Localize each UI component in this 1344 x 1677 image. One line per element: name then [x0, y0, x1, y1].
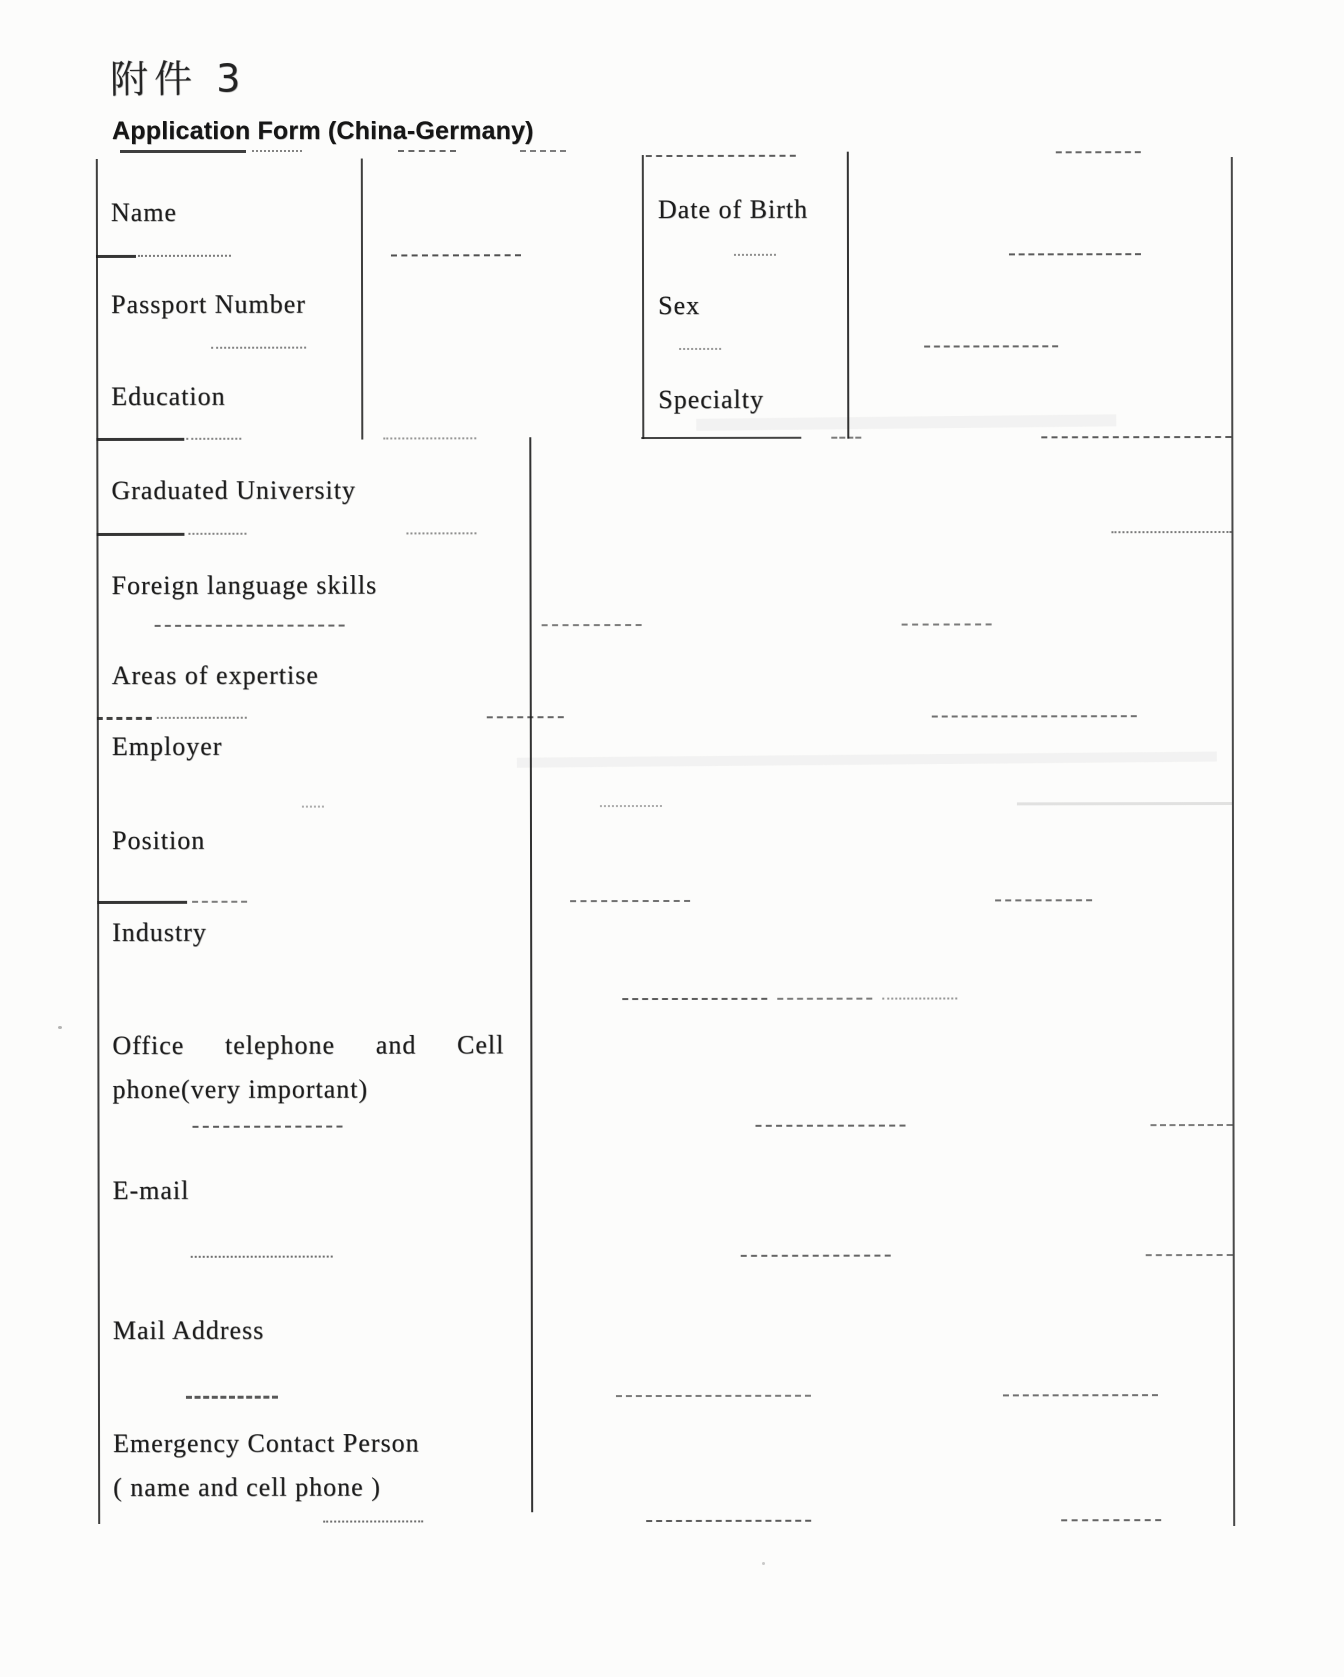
row-separator-segment: [755, 1125, 905, 1127]
scan-speck: [762, 1562, 765, 1565]
field-value-education: [363, 348, 640, 435]
row-separator-segment: [600, 805, 662, 807]
field-value-name: [363, 157, 640, 252]
row-separator-segment: [616, 1395, 811, 1397]
row-separator-segment: [487, 716, 564, 718]
row-separator-segment: [96, 255, 136, 258]
row-separator-segment: [155, 625, 345, 627]
table-border-left: [96, 159, 100, 1524]
field-label-industry: Industry: [112, 917, 207, 947]
row-separator-segment: [406, 532, 476, 534]
field-label-specialty: Specialty: [658, 384, 765, 415]
row-separator-segment: [1150, 1124, 1232, 1126]
row-separator-segment: [96, 533, 184, 536]
field-value-date-of-birth: [849, 156, 1229, 252]
row-separator-segment: [1061, 1519, 1161, 1521]
field-label-mail-address: Mail Address: [112, 1315, 265, 1345]
row-separator-segment: [391, 254, 521, 256]
row-separator-segment: [1003, 1394, 1158, 1396]
field-label-employer: Employer: [111, 731, 223, 761]
row-separator-segment: [1056, 151, 1141, 153]
table-border-right: [1231, 157, 1235, 1526]
row-separator-segment: [138, 255, 231, 257]
row-separator-segment: [191, 1256, 333, 1258]
row-separator-segment: [192, 901, 247, 903]
row-separator-segment: [995, 899, 1092, 901]
field-label-foreign-language-skills: Foreign language skills: [111, 570, 378, 600]
row-separator-segment: [157, 717, 247, 719]
field-label-name: Name: [110, 197, 178, 227]
application-form-table: [96, 154, 1233, 1531]
row-separator-segment: [641, 437, 801, 439]
field-value-office-telephone: [532, 999, 1230, 1123]
row-separator-segment: [831, 437, 861, 439]
row-separator-segment: [188, 533, 246, 535]
row-separator-segment: [646, 1520, 811, 1522]
field-value-mail-address: [533, 1258, 1231, 1393]
row-separator-segment: [741, 1255, 891, 1257]
row-separator-segment: [679, 348, 721, 350]
field-value-e-mail: [533, 1128, 1231, 1253]
row-separator-segment: [1146, 1254, 1233, 1256]
field-label-e-mail: E-mail: [112, 1175, 190, 1205]
row-separator-segment: [97, 901, 187, 904]
row-separator-segment: [622, 998, 767, 1000]
field-value-position: [532, 806, 1230, 898]
scan-speck: [58, 1026, 62, 1029]
row-separator-segment: [323, 1520, 423, 1522]
row-separator-segment: [302, 806, 324, 808]
row-separator-segment: [902, 623, 992, 625]
field-value-sex: [849, 255, 1229, 344]
row-separator-segment: [734, 254, 776, 256]
field-label-passport-number: Passport Number: [111, 289, 306, 319]
row-separator-segment: [1017, 802, 1232, 805]
field-label-office-telephone: Office telephone and Cell phone(very important): [112, 1030, 505, 1104]
row-separator-segment: [186, 438, 241, 440]
row-separator-segment: [192, 1126, 342, 1128]
row-separator-segment: [570, 900, 690, 902]
title-underline-segment: [120, 150, 246, 153]
row-separator-segment: [882, 997, 957, 999]
title-underline-segment: [398, 150, 456, 152]
field-value-industry: [532, 901, 1230, 996]
page-title: Application Form (China-Germany): [112, 117, 534, 145]
field-label-graduated-university: Graduated University: [111, 475, 356, 505]
row-separator-segment: [646, 155, 796, 157]
row-separator-segment: [924, 345, 1058, 347]
top-section-divider-2: [642, 155, 644, 439]
field-label-areas-of-expertise: Areas of expertise: [111, 660, 319, 690]
field-label-education: Education: [111, 381, 226, 411]
row-separator-segment: [211, 347, 306, 349]
row-separator-segment: [97, 717, 152, 720]
field-label-sex: Sex: [658, 290, 701, 321]
row-separator-segment: [542, 624, 642, 626]
field-label-emergency-contact: Emergency Contact Person ( name and cell phone ): [113, 1428, 420, 1502]
field-value-areas-of-expertise: [532, 625, 1230, 714]
row-separator-segment: [932, 715, 1137, 717]
row-separator-segment: [1111, 531, 1231, 533]
row-separator-segment: [1009, 253, 1141, 255]
row-separator-segment: [1041, 436, 1231, 438]
row-separator-segment: [186, 1396, 278, 1399]
field-value-emergency-contact: [533, 1398, 1231, 1518]
row-separator-segment: [777, 998, 872, 1000]
row-separator-segment: [96, 438, 184, 441]
field-label-position: Position: [111, 825, 206, 855]
title-underline-segment: [520, 150, 566, 152]
field-value-passport-number: [363, 256, 640, 344]
row-separator-segment: [383, 437, 476, 439]
field-value-graduated-university: [531, 438, 1229, 530]
field-value-foreign-language-skills: [531, 533, 1229, 622]
attachment-label: 附件 3: [109, 56, 247, 102]
field-label-date-of-birth: Date of Birth: [657, 194, 809, 225]
title-underline-segment: [252, 150, 302, 152]
